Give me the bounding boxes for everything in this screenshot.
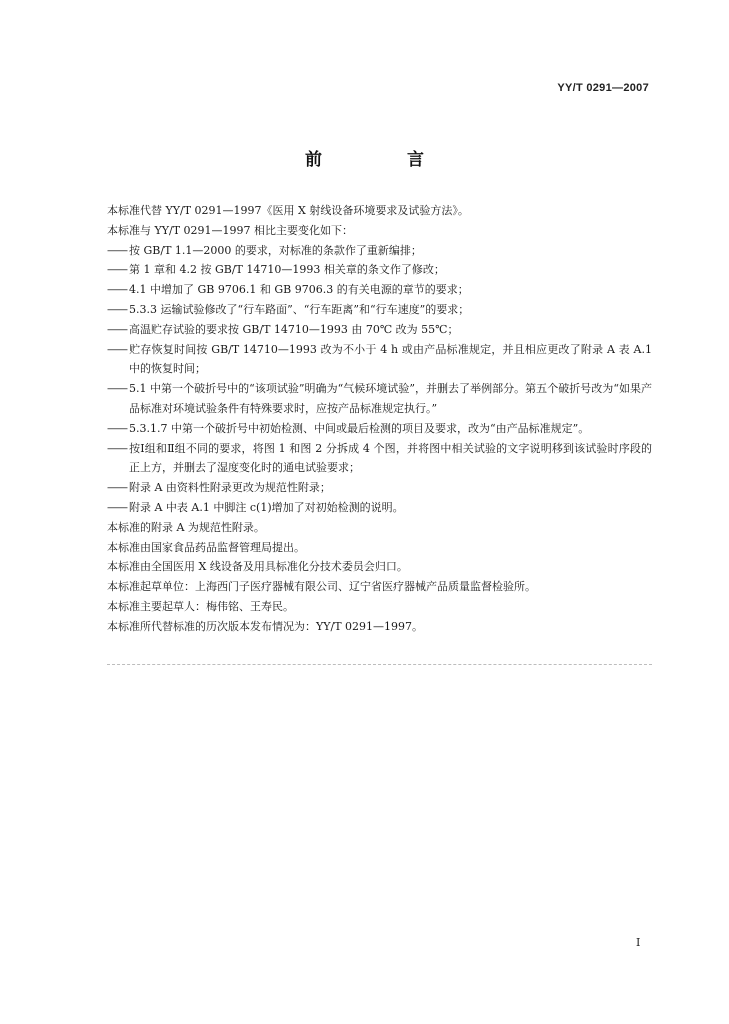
- change-item: [107, 498, 652, 518]
- paragraph-drafting-units: 本标准起草单位：上海西门子医疗器械有限公司、辽宁省医疗器械产品质量监督检验所。: [107, 580, 536, 594]
- paragraph-replaces: 本标准代替 YY/T 0291—1997《医用 X 射线设备环境要求及试验方法》。: [107, 204, 469, 217]
- paragraph-centralized-by: 本标准由全国医用 X 线设备及用具标准化分技术委员会归口。: [107, 560, 408, 574]
- change-item: [107, 340, 652, 380]
- change-item-text: 贮存恢复时间按 GB/T 14710—1993 改为不小于 4 h 或由产品标准规定，并且相应更改了附录 A 表 A.1 中的恢复时间；: [129, 342, 652, 376]
- paragraph-proposed-by: 本标准由国家食品药品监督管理局提出。: [107, 540, 305, 554]
- change-item-text: 5.1 中第一个破折号中的“该项试验”明确为“气候环境试验”，并删去了举例部分。第五个破折号改为“如果产品标准对环境试验条件有特殊要求时，应按产品标准规定执行。”: [129, 382, 652, 415]
- paragraph-previous-editions: 本标准所代替标准的历次版本发布情况为：YY/T 0291—1997。: [107, 619, 424, 633]
- end-rule: [107, 664, 652, 665]
- change-item-text: 附录 A 由资料性附录更改为规范性附录；: [129, 481, 331, 495]
- change-item: [107, 300, 652, 320]
- dash-mark: ——: [107, 342, 127, 356]
- dash-mark: ——: [107, 382, 127, 396]
- dash-mark: ——: [107, 283, 127, 297]
- dash-mark: ——: [107, 421, 127, 435]
- paragraph-annex: 本标准的附录 A 为规范性附录。: [107, 520, 265, 534]
- change-item: [107, 419, 652, 439]
- dash-mark: ——: [107, 322, 127, 336]
- change-item: [107, 478, 652, 498]
- paragraph-drafters: 本标准主要起草人：梅伟铭、王寿民。: [107, 599, 294, 613]
- change-item: [107, 320, 652, 340]
- dash-mark: ——: [107, 500, 127, 514]
- change-item-text: 按Ⅰ组和Ⅱ组不同的要求，将图 1 和图 2 分拆成 4 个图，并将图中相关试验的文字说明移到该试验时序段的正上方，并删去了湿度变化时的通电试验要求；: [129, 441, 652, 475]
- change-item-text: 5.3.3 运输试验修改了“行车路面”、“行车距离”和“行车速度”的要求；: [129, 302, 470, 316]
- dash-mark: ——: [107, 263, 127, 277]
- dash-mark: ——: [107, 481, 127, 495]
- change-item: [107, 379, 652, 419]
- dash-mark: ——: [107, 243, 127, 257]
- change-item: [107, 439, 652, 479]
- change-item-text: 高温贮存试验的要求按 GB/T 14710—1993 由 70℃ 改为 55℃；: [129, 322, 459, 336]
- change-item: [107, 260, 652, 280]
- change-item-text: 5.3.1.7 中第一个破折号中初始检测、中间或最后检测的项目及要求，改为“由产品标准规定”。: [129, 421, 590, 435]
- change-item-text: 按 GB/T 1.1—2000 的要求，对标准的条款作了重新编排；: [129, 243, 422, 257]
- dash-mark: ——: [107, 302, 127, 316]
- dash-mark: ——: [107, 441, 127, 455]
- standard-number: YY/T 0291—2007: [557, 82, 649, 94]
- paragraph-changes-intro: 本标准与 YY/T 0291—1997 相比主要变化如下：: [107, 223, 354, 237]
- change-item-text: 第 1 章和 4.2 按 GB/T 14710—1993 相关章的条文作了修改；: [129, 263, 445, 277]
- change-item-text: 附录 A 中表 A.1 中脚注 c(1)增加了对初始检测的说明。: [129, 500, 404, 514]
- change-item: [107, 241, 652, 261]
- page-number: I: [636, 936, 641, 949]
- change-item: [107, 280, 652, 300]
- foreword-body: [107, 201, 652, 637]
- page-title: 前 言: [305, 150, 458, 170]
- change-item-text: 4.1 中增加了 GB 9706.1 和 GB 9706.3 的有关电源的章节的要求；: [129, 283, 469, 297]
